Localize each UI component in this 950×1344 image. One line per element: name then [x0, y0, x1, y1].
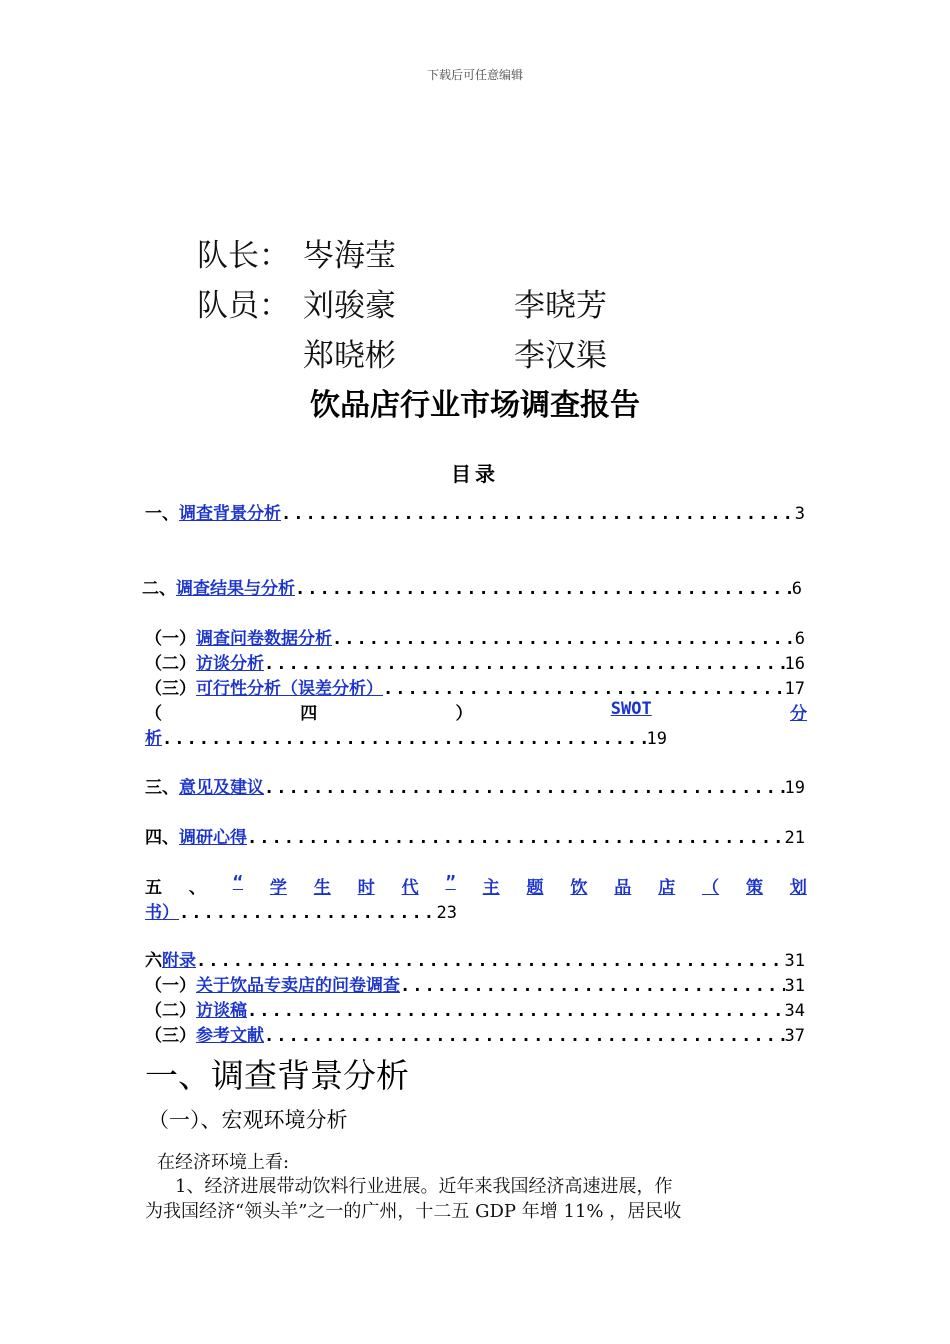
toc-link[interactable]: 析 — [145, 729, 162, 749]
toc-link[interactable]: 品 — [614, 878, 632, 898]
toc-link[interactable]: 调研心得 — [179, 828, 247, 848]
toc-entry — [145, 674, 805, 698]
toc-leader-dots — [332, 629, 795, 649]
toc-link[interactable]: SWOT — [610, 699, 652, 719]
toc-link[interactable]: 主 — [482, 878, 500, 898]
toc-link[interactable]: 划 — [789, 878, 807, 898]
toc-prefix: （二） — [145, 654, 196, 674]
body-paragraph: 1、经济进展带动饮料行业进展。近年来我国经济高速进展，作 — [175, 1176, 673, 1197]
page-header-note: 下载后可任意编辑 — [426, 68, 523, 82]
toc-entry — [145, 823, 805, 847]
toc-entry — [145, 1021, 805, 1045]
team-members-label: 队员： — [197, 288, 290, 324]
toc-leader-dots — [383, 679, 785, 699]
team-member: 刘骏豪 — [303, 288, 396, 324]
toc-prefix: （ — [145, 704, 162, 724]
toc-link[interactable]: 代 — [401, 878, 419, 898]
toc-link[interactable]: “ — [232, 873, 244, 893]
team-member: 李晓芳 — [514, 288, 607, 324]
toc-link[interactable]: 策 — [745, 878, 763, 898]
toc-link[interactable]: 访谈分析 — [196, 654, 264, 674]
toc-page-number: 31 — [784, 976, 805, 996]
toc-link[interactable]: 关于饮品专卖店的问卷调查 — [196, 976, 400, 996]
toc-prefix: （二） — [145, 1001, 196, 1021]
toc-link[interactable]: 题 — [526, 878, 544, 898]
toc-page-number: 31 — [784, 951, 805, 971]
report-title: 饮品店行业市场调查报告 — [310, 388, 640, 423]
toc-page-number: 19 — [784, 778, 805, 798]
team-leader-label: 队长： — [197, 238, 290, 274]
toc-link[interactable]: ” — [445, 873, 456, 893]
toc-leader-dots — [264, 778, 785, 798]
toc-entry — [145, 624, 805, 648]
body-paragraph: 为我国经济“领头羊”之一的广州，十二五 GDP 年增 11% ，居民收 — [145, 1201, 682, 1222]
team-leader-name: 岑海莹 — [303, 238, 396, 274]
toc-link[interactable]: 生 — [313, 878, 331, 898]
section-heading: 一、调查背景分析 — [145, 1056, 409, 1095]
toc-prefix: 四 — [300, 704, 318, 724]
toc-link[interactable]: 店 — [658, 878, 676, 898]
toc-page-number: 37 — [784, 1026, 805, 1046]
toc-link[interactable]: 学 — [269, 878, 287, 898]
toc-leader-dots — [281, 504, 795, 524]
toc-leader-dots — [400, 976, 785, 996]
toc-link[interactable]: 访谈稿 — [196, 1001, 247, 1021]
toc-leader-dots — [247, 828, 785, 848]
toc-link[interactable]: 书） — [145, 903, 179, 923]
toc-page-number: 16 — [784, 654, 805, 674]
toc-prefix: 三、 — [145, 778, 179, 798]
toc-leader-dots — [179, 903, 437, 923]
toc-leader-dots — [196, 951, 785, 971]
toc-link[interactable]: 调查问卷数据分析 — [196, 629, 332, 649]
toc-entry — [142, 574, 802, 598]
toc-prefix: （三） — [145, 679, 196, 699]
toc-link[interactable]: 意见及建议 — [179, 778, 264, 798]
toc-link[interactable]: 饮 — [570, 878, 588, 898]
toc-page-number: 17 — [784, 679, 805, 699]
team-member: 郑晓彬 — [303, 338, 396, 374]
toc-page-number: 34 — [784, 1001, 805, 1021]
toc-leader-dots — [264, 1026, 785, 1046]
toc-prefix: （一） — [145, 629, 196, 649]
toc-prefix: 四、 — [145, 828, 179, 848]
toc-prefix: ） — [455, 704, 473, 724]
toc-entry — [145, 996, 805, 1020]
toc-prefix: （三） — [145, 1026, 196, 1046]
toc-title: 目录 — [451, 462, 499, 486]
toc-page-number: 23 — [436, 903, 457, 923]
toc-link[interactable]: 调查结果与分析 — [176, 579, 295, 599]
toc-link[interactable]: （ — [702, 878, 720, 898]
section-subheading: （一）、宏观环境分析 — [148, 1108, 348, 1132]
toc-entry — [145, 946, 805, 970]
toc-leader-dots — [247, 1001, 785, 1021]
toc-entry — [145, 499, 805, 523]
toc-entry — [145, 971, 805, 995]
toc-entry-continuation — [145, 724, 667, 748]
toc-prefix: （一） — [145, 976, 196, 996]
toc-link[interactable]: 附录 — [162, 951, 196, 971]
toc-link[interactable]: 时 — [357, 878, 375, 898]
toc-entry-justified — [145, 873, 807, 897]
toc-prefix: 五 — [145, 878, 162, 898]
body-paragraph: 在经济环境上看: — [157, 1152, 290, 1173]
toc-entry-continuation — [145, 898, 457, 922]
toc-link[interactable]: 可行性分析（误差分析） — [196, 679, 383, 699]
toc-page-number: 6 — [794, 629, 805, 649]
toc-page-number: 19 — [646, 729, 667, 749]
toc-page-number: 6 — [791, 579, 802, 599]
toc-link[interactable]: 参考文献 — [196, 1026, 264, 1046]
toc-entry-justified — [145, 699, 807, 723]
toc-page-number: 3 — [794, 504, 805, 524]
toc-prefix: 六 — [145, 951, 162, 971]
team-member: 李汉渠 — [514, 338, 607, 374]
toc-link[interactable]: 分 — [789, 704, 807, 724]
toc-leader-dots — [162, 729, 647, 749]
toc-entry — [145, 773, 805, 797]
toc-leader-dots — [264, 654, 785, 674]
toc-entry — [145, 649, 805, 673]
toc-page-number: 21 — [784, 828, 805, 848]
toc-link[interactable]: 调查背景分析 — [179, 504, 281, 524]
toc-prefix: 二、 — [142, 579, 176, 599]
toc-leader-dots — [295, 579, 792, 599]
toc-prefix: 一、 — [145, 504, 179, 524]
toc-prefix: 、 — [188, 878, 206, 898]
